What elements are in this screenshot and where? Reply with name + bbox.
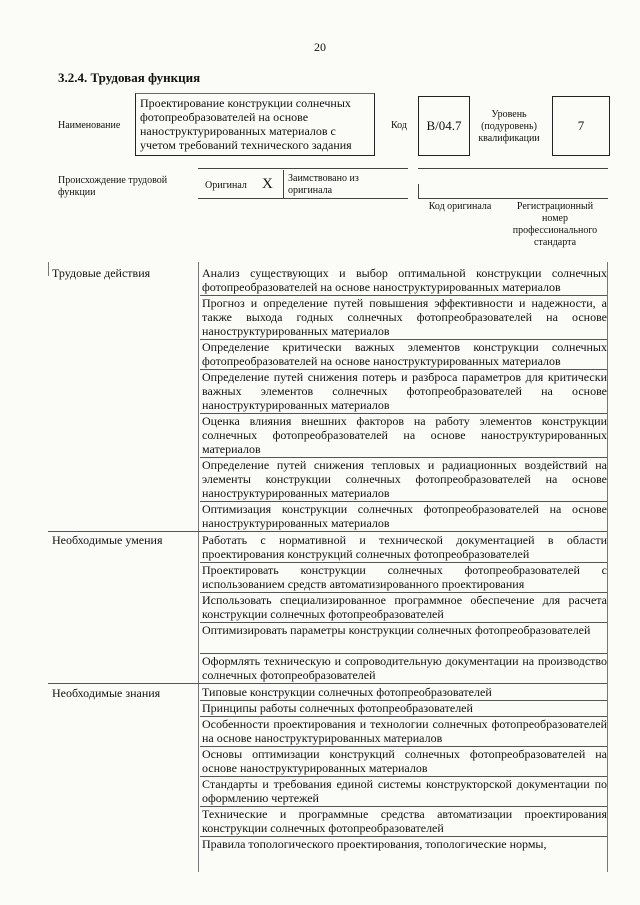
table-row: Оценка влияния внешних факторов на работу элементов конструкции солнечных фотопреобразователей на основе наноструктурированных материалов [202, 414, 607, 456]
level-value-box: 7 [552, 96, 610, 156]
table-row: Работать с нормативной и технической документацией в области проектирования конструкций солнечных фотопреобразователей [202, 533, 607, 561]
name-label: Наименование [58, 120, 121, 131]
borrowed-label: Заимствовано из оригинала [288, 173, 359, 196]
section-title-labor-actions: Трудовые действия [52, 266, 151, 280]
table-row: Принципы работы солнечных фотопреобразователей [202, 701, 473, 715]
code-value-box: B/04.7 [418, 96, 470, 156]
section-divider [48, 683, 607, 684]
table-row: Определение критически важных элементов конструкции солнечных фотопреобразователей на основе наноструктурированных материалов [202, 340, 607, 368]
table-row: Технические и программные средства автоматизации проектирования конструкции солнечных фотопреобразователей [202, 807, 607, 835]
orig-code-divider [418, 184, 419, 198]
section-title-knowledge: Необходимые знания [52, 686, 161, 700]
code-label: Код [391, 120, 407, 131]
table-row: Оптимизация конструкции солнечных фотопреобразователей на основе наноструктурированных материалов [202, 502, 607, 530]
orig-code-frame-top [418, 168, 608, 169]
table-row: Проектировать конструкции солнечных фотопреобразователей с использованием средств автоматизированного проектирования [202, 563, 607, 591]
origin-frame-top [198, 168, 408, 169]
orig-code-frame-bottom [418, 198, 608, 199]
original-label: Оригинал [205, 180, 247, 191]
section-title: 3.2.4. Трудовая функция [58, 70, 201, 85]
table-row: Определение путей снижения тепловых и радиационных воздействий на элементы конструкции солнечных фотопреобразователей на основе наноструктурированных материалов [202, 458, 607, 500]
table-left-edge [48, 262, 49, 276]
table-row: Оптимизировать параметры конструкции солнечных фотопреобразователей [202, 623, 591, 637]
reg-number-label: Регистрационный номер профессионального стандарта [512, 201, 598, 248]
table-row: Типовые конструкции солнечных фотопреобразователей [202, 685, 492, 699]
page-number: 20 [314, 40, 326, 54]
table-row: Использовать специализированное программное обеспечение для расчета конструкции солнечных фотопреобразователей [202, 593, 607, 621]
original-mark: X [262, 176, 273, 192]
section-divider [48, 531, 607, 532]
table-row: Правила топологического проектирования, топологические нормы, [202, 837, 547, 851]
function-name-box: Проектирование конструкции солнечных фотопреобразователей на основе наноструктурированных материалов с учетом требований технического задания [135, 93, 375, 156]
origin-divider [283, 170, 284, 198]
section-title-skills: Необходимые умения [52, 533, 163, 547]
origin-label: Происхождение трудовой функции [58, 175, 168, 198]
table-row: Особенности проектирования и технологии солнечных фотопреобразователей на основе наноструктурированных материалов [202, 717, 607, 745]
table-row: Определение путей снижения потерь и разброса параметров для критически важных элементов солнечных фотопреобразователей на основе наноструктурированных материалов [202, 370, 607, 412]
origin-frame-bottom [198, 198, 408, 199]
table-row: Анализ существующих и выбор оптимальной конструкции солнечных фотопреобразователей на основе наноструктурированных материалов [202, 266, 607, 294]
orig-code-label: Код оригинала [428, 201, 492, 212]
table-right-edge [607, 262, 608, 872]
table-row: Прогноз и определение путей повышения эффективности и надежности, а также выхода годных солнечных фотопреобразователей на основе наноструктурированных материалов [202, 296, 607, 338]
table-column-divider [198, 262, 199, 872]
table-row: Стандарты и требования единой системы конструкторской документации по оформлению чертежей [202, 777, 607, 805]
table-row: Оформлять техническую и сопроводительную документации на производство солнечных фотопреобразователей [202, 654, 607, 682]
table-row: Основы оптимизации конструкций солнечных фотопреобразователей на основе наноструктурированных материалов [202, 747, 607, 775]
level-label: Уровень (подуровень) квалификации [478, 109, 540, 144]
